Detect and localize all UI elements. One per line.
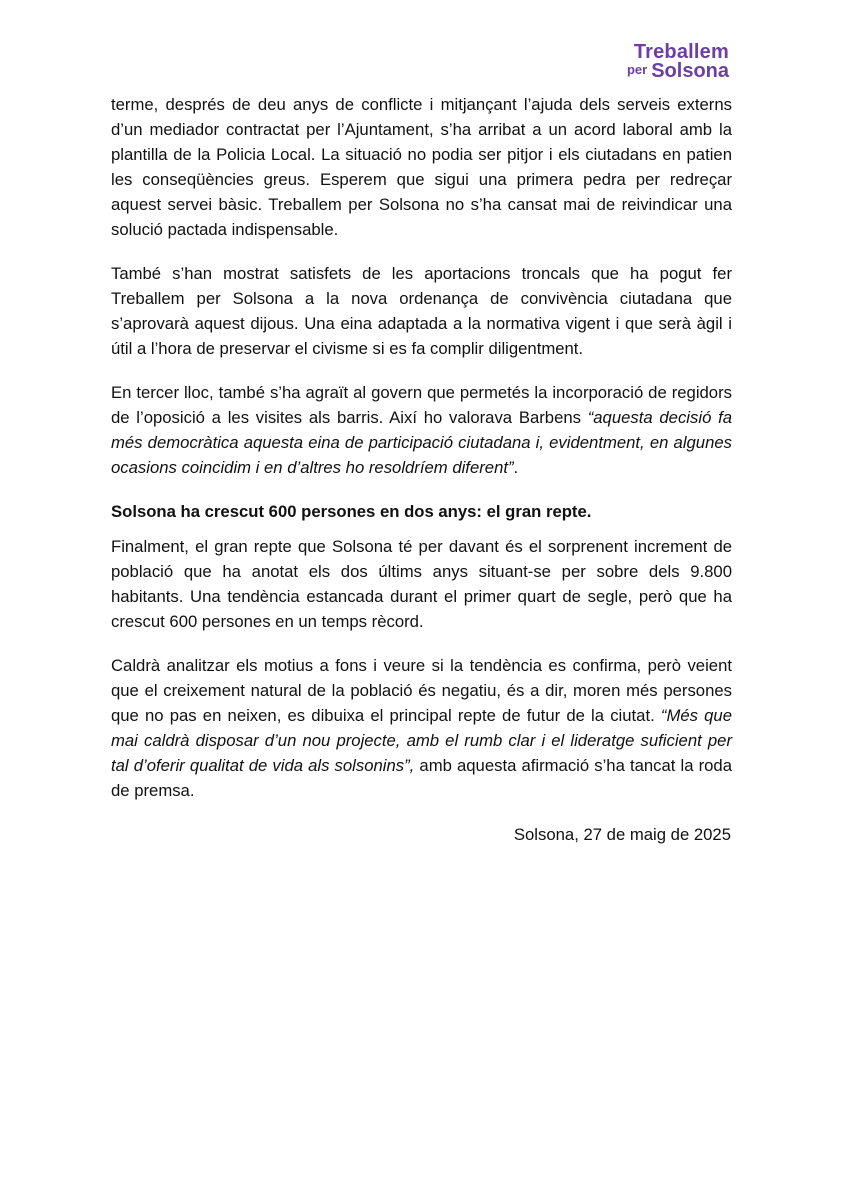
- document-body: [111, 92, 732, 822]
- paragraph-civic-ordinance: També s’han mostrat satisfets de les aportacions troncals que ha pogut fer Treballem per Solsona a la nova ordenança de convivència ciutadana que s’aprovarà aquest dijous. Una eina adaptada a la normativa vigent i que serà àgil i útil a l’hora de preservar el civisme si es fa complir diligentment.: [111, 264, 732, 358]
- logo-title: Treballem: [633, 41, 729, 63]
- logo-city: Solsona: [651, 60, 729, 82]
- logo-subtitle: [627, 61, 729, 81]
- paragraph-neighborhood-visits: [111, 380, 732, 480]
- place-date: Solsona, 27 de maig de 2025: [513, 825, 731, 844]
- project-quote: “Més que mai caldrà disposar d’un nou projecte, amb el rumb clar i el lideratge suficient per tal d’oferir qualitat de vida als solsonins”,: [111, 706, 732, 775]
- brand-logo: [627, 42, 729, 81]
- section-subheading: Solsona ha crescut 600 persones en dos anys: el gran repte.: [111, 502, 592, 521]
- paragraph-5-end: amb aquesta afirmació s’ha tancat la roda de premsa.: [111, 756, 732, 800]
- paragraph-population-growth: Finalment, el gran repte que Solsona té per davant és el sorprenent increment de població que ha anotat els dos últims anys situant-se per sobre dels 9.800 habitants. Una tendència estancada durant el primer quart de segle, però que ha crescut 600 persones en un temps rècord.: [111, 537, 732, 631]
- paragraph-3-text: En tercer lloc, també s’ha agraït al govern que permetés la incorporació de regidors de l’oposició a les visites als barris. Així ho valorava Barbens: [111, 383, 732, 427]
- paragraph-5-text: Caldrà analitzar els motius a fons i veure si la tendència es confirma, però veient que el creixement natural de la població és negatiu, és a dir, moren més persones que no pas en neixen, es dibuixa el principal repte de futur de la ciutat.: [111, 656, 732, 725]
- barbens-quote: “aquesta decisió fa més democràtica aquesta eina de participació ciutadana i, evidentment, en algunes ocasions coincidim i en d’altres ho resoldríem diferent”: [111, 408, 733, 477]
- paragraph-future-challenge: [111, 653, 732, 803]
- logo-connector: per: [626, 62, 648, 77]
- paragraph-3-end: .: [513, 458, 519, 477]
- paragraph-police-agreement: terme, després de deu anys de conflicte i mitjançant l’ajuda dels serveis externs d’un mediador contractat per l’Ajuntament, s’ha arribat a un acord laboral amb la plantilla de la Policia Local. La situació no podia ser pitjor i els ciutadans en patien les conseqüències greus. Esperem que sigui una primera pedra per redreçar aquest servei bàsic. Treballem per Solsona no s’ha cansat mai de reivindicar una solució pactada indispensable.: [111, 95, 732, 239]
